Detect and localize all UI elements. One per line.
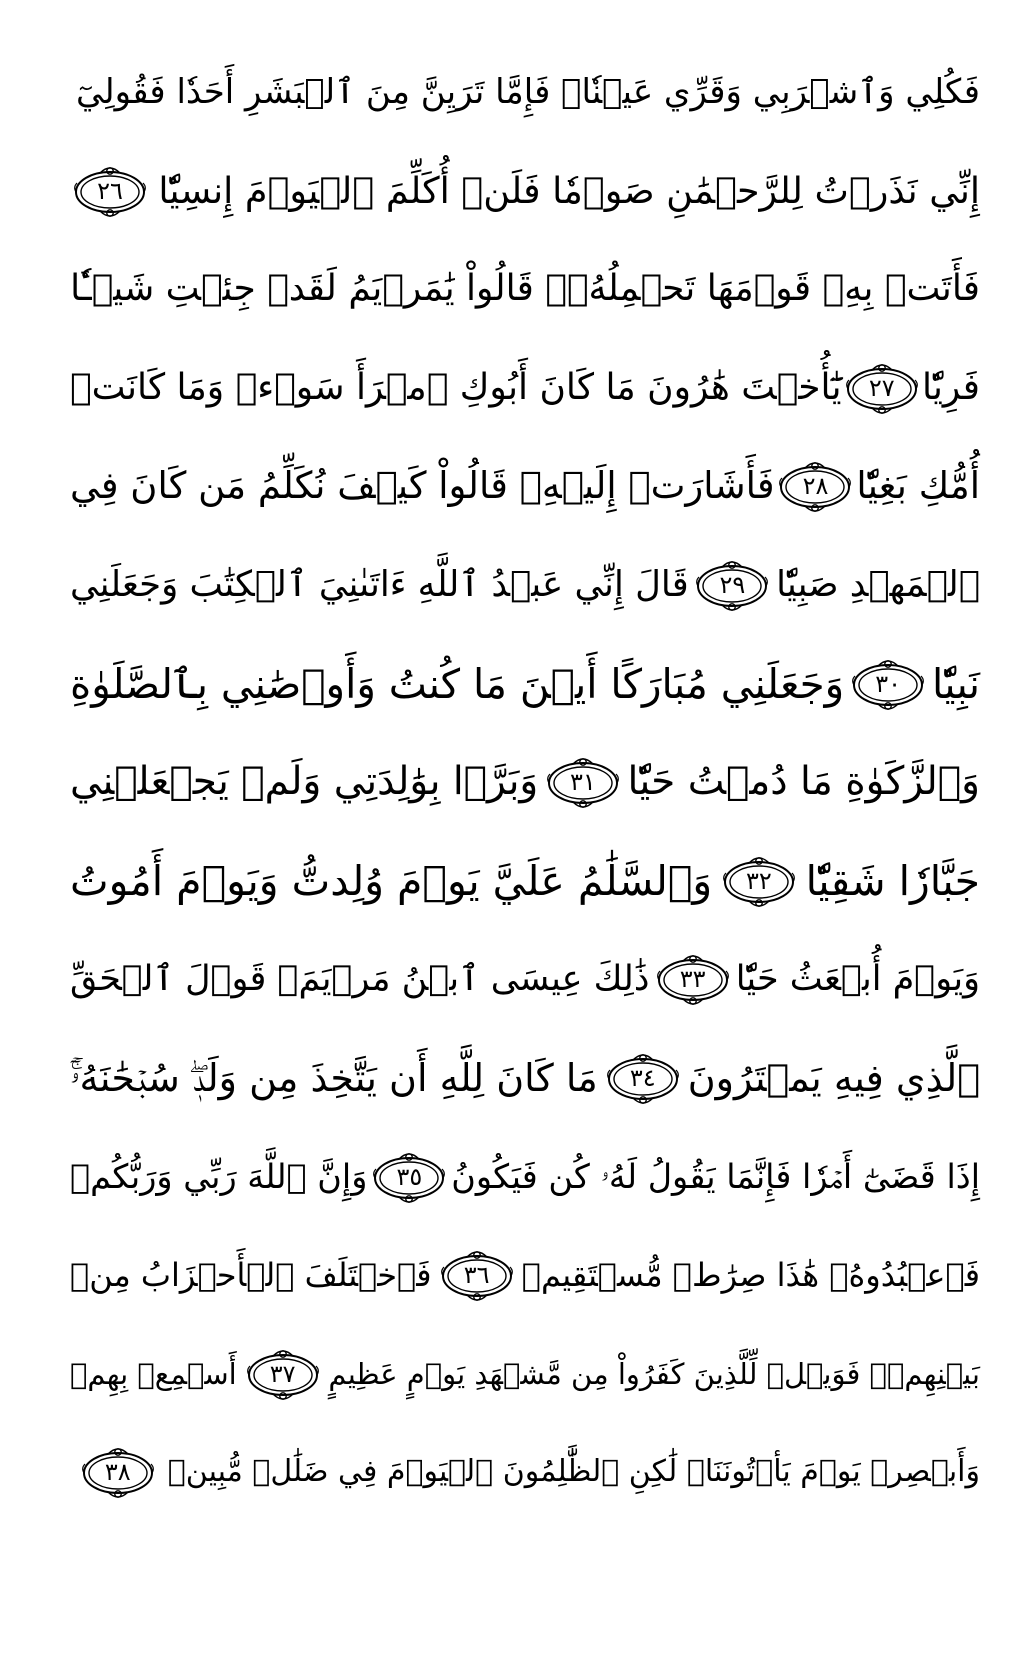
verse-text: وَإِنَّ ٱللَّهَ رَبِّي وَرَبُّكُمۡ xyxy=(70,1156,368,1196)
verse-text: وَٱلزَّكَوٰةِ مَا دُمۡتُ حَيّٗا xyxy=(627,759,980,805)
verse-line xyxy=(70,935,980,1023)
verse-text: أَسۡمِعۡ بِهِمۡ xyxy=(70,1356,237,1391)
ayah-number-marker xyxy=(692,559,772,611)
ayah-number-marker xyxy=(70,165,150,217)
verse-line xyxy=(70,1231,980,1319)
verse-line xyxy=(70,837,980,925)
verse-text: مَا كَانَ لِلَّهِ أَن يَتَّخِذَ مِن وَلَدٖۖ سُبۡحَٰنَهُۥٓۚ xyxy=(70,1056,598,1100)
verse-text: فَٱعۡبُدُوهُۚ هَٰذَا صِرَٰطٞ مُّسۡتَقِيمٞ xyxy=(521,1256,980,1295)
ayah-number-marker xyxy=(78,1446,158,1498)
verse-text: فَكُلِي وَٱشۡرَبِي وَقَرِّي عَيۡنٗاۖ فَإِمَّا تَرَيِنَّ مِنَ ٱلۡبَشَرِ أَحَدٗا فَقُولِيٓ xyxy=(75,72,980,112)
ayah-number: ٣٥ xyxy=(396,1162,423,1191)
ayah-number-marker xyxy=(369,1151,449,1203)
verse-text: فَرِيّٗا xyxy=(921,366,980,408)
ayah-number-marker xyxy=(543,756,623,808)
ayah-number-marker xyxy=(775,460,855,512)
ayah-number: ٣١ xyxy=(570,768,596,797)
verse-text: جَبَّارٗا شَقِيّٗا xyxy=(805,856,980,905)
ayah-number-marker xyxy=(243,1348,323,1400)
verse-text: ٱلۡمَهۡدِ صَبِيّٗا xyxy=(776,564,980,605)
ayah-number-marker xyxy=(848,658,928,710)
ayah-number: ٢٧ xyxy=(868,373,895,402)
verse-text: يَٰٓأُخۡتَ هَٰرُونَ مَا كَانَ أَبُوكِ ٱمۡرَأَ سَوۡءٖ وَمَا كَانَتۡ xyxy=(70,366,842,408)
verse-line xyxy=(70,48,980,136)
ayah-number: ٣٣ xyxy=(679,965,706,994)
ayah-number: ٢٩ xyxy=(719,571,746,599)
verse-text: أُمُّكِ بَغِيّٗا xyxy=(856,464,980,508)
verse-line xyxy=(70,245,980,333)
verse-text: وَيَوۡمَ أُبۡعَثُ حَيّٗا xyxy=(735,959,980,1000)
ayah-number-marker xyxy=(842,362,922,414)
verse-text: وَأَبۡصِرۡ يَوۡمَ يَأۡتُونَنَاۖ لَٰكِنِ ٱلظَّٰلِمُونَ ٱلۡيَوۡمَ فِي ضَلَٰلٖ مُّبِينٖ xyxy=(167,1454,980,1490)
verse-line xyxy=(70,147,980,235)
verse-line xyxy=(70,640,980,728)
verse-text: بَيۡنِهِمۡۖ فَوَيۡلٞ لِّلَّذِينَ كَفَرُواْ مِن مَّشۡهَدِ يَوۡمٍ عَظِيمٍ xyxy=(328,1356,980,1391)
mushaf-page xyxy=(70,48,980,1638)
ayah-number-marker xyxy=(719,855,799,907)
ayah-number-marker xyxy=(653,953,733,1005)
verse-text: وَبَرَّۢا بِوَٰلِدَتِي وَلَمۡ يَجۡعَلۡنِي xyxy=(70,759,539,805)
verse-text: فَأَتَتۡ بِهِۦ قَوۡمَهَا تَحۡمِلُهُۥۖ قَالُواْ يَٰمَرۡيَمُ لَقَدۡ جِئۡتِ شَيۡـٔٗا xyxy=(70,268,980,310)
ayah-number: ٣٨ xyxy=(104,1458,131,1487)
verse-line xyxy=(70,738,980,826)
verse-text: إِذَا قَضَىٰٓ أَمۡرٗا فَإِنَّمَا يَقُولُ لَهُۥ كُن فَيَكُونُ xyxy=(451,1156,980,1196)
verse-text: إِنِّي نَذَرۡتُ لِلرَّحۡمَٰنِ صَوۡمٗا فَلَنۡ أُكَلِّمَ ٱلۡيَوۡمَ إِنسِيّٗا xyxy=(158,168,980,212)
ayah-number: ٣٦ xyxy=(463,1261,490,1290)
verse-text: ٱلَّذِي فِيهِ يَمۡتَرُونَ xyxy=(687,1056,980,1100)
verse-line xyxy=(70,1034,980,1122)
verse-line xyxy=(70,1330,980,1418)
ayah-number: ٣٠ xyxy=(875,669,901,698)
verse-text: فَٱخۡتَلَفَ ٱلۡأَحۡزَابُ مِنۢ xyxy=(70,1256,432,1295)
ayah-number: ٣٢ xyxy=(746,866,772,895)
ayah-number: ٣٤ xyxy=(629,1064,656,1092)
verse-line xyxy=(70,1133,980,1221)
verse-text: ذَٰلِكَ عِيسَى ٱبۡنُ مَرۡيَمَۖ قَوۡلَ ٱلۡحَقِّ xyxy=(70,959,650,1000)
verse-text: وَٱلسَّلَٰمُ عَلَيَّ يَوۡمَ وُلِدتُّ وَيَوۡمَ أَمُوتُ xyxy=(70,856,713,905)
verse-line xyxy=(70,442,980,530)
verse-line xyxy=(70,541,980,629)
ayah-number: ٣٧ xyxy=(269,1359,296,1388)
verse-text: قَالَ إِنِّي عَبۡدُ ٱللَّهِ ءَاتَىٰنِيَ ٱلۡكِتَٰبَ وَجَعَلَنِي xyxy=(70,564,689,605)
ayah-number: ٢٦ xyxy=(97,176,123,205)
verse-text: نَبِيّٗا xyxy=(931,659,980,708)
verse-text: فَأَشَارَتۡ إِلَيۡهِۖ قَالُواْ كَيۡفَ نُكَلِّمُ مَن كَانَ فِي xyxy=(70,464,775,508)
ayah-number: ٢٨ xyxy=(802,472,829,501)
verse-line xyxy=(70,344,980,432)
ayah-number-marker xyxy=(437,1249,517,1301)
ayah-number-marker xyxy=(603,1052,683,1104)
verse-line xyxy=(70,1428,980,1516)
verse-text: وَجَعَلَنِي مُبَارَكًا أَيۡنَ مَا كُنتُ وَأَوۡصَٰنِي بِٱلصَّلَوٰةِ xyxy=(70,659,845,708)
